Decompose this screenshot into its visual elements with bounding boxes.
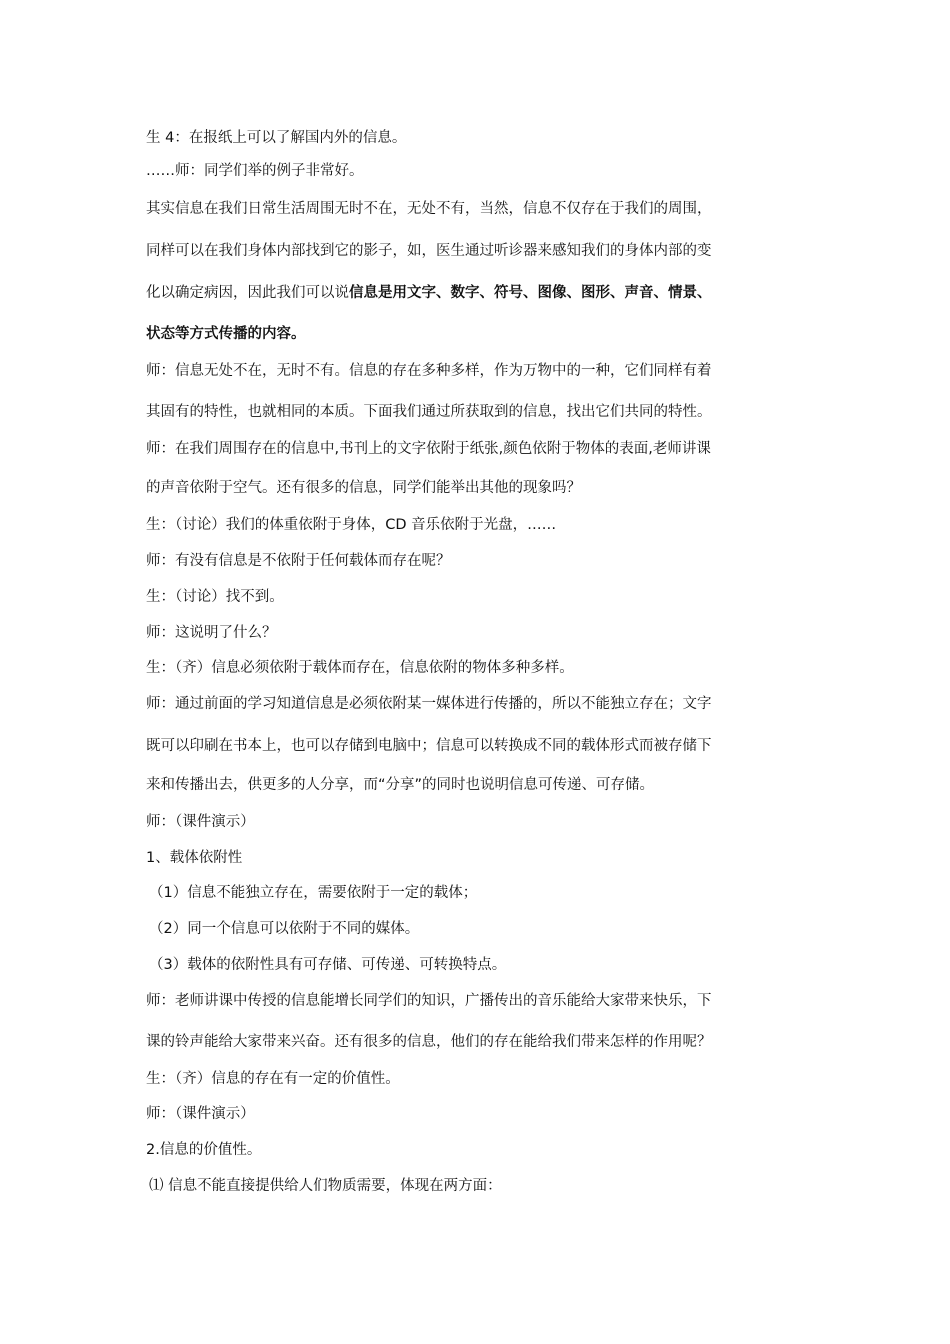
text-line: 师：信息无处不在，无时不有。信息的存在多种多样，作为万物中的一种，它们同样有着 [146,363,712,379]
list-item: （3）载体的依附性具有可存储、可传递、可转换特点。 [149,957,507,973]
text-line: 其实信息在我们日常生活周围无时不在，无处不有，当然，信息不仅存在于我们的周围， [146,201,712,217]
text-line: 生：（齐）信息的存在有一定的价值性。 [146,1071,400,1087]
text-line: 师：（课件演示） [146,814,255,830]
text-line: 课的铃声能给大家带来兴奋。还有很多的信息，他们的存在能给我们带来怎样的作用呢？ [146,1034,712,1050]
text-line: 其固有的特性，也就相同的本质。下面我们通过所获取到的信息，找出它们共同的特性。 [146,404,712,420]
list-item: ⑴ 信息不能直接提供给人们物质需要，体现在两方面： [149,1178,502,1194]
text-line: 生：（讨论）找不到。 [146,589,284,605]
text-line: 师：通过前面的学习知道信息是必须依附某一媒体进行传播的，所以不能独立存在；文字 [146,696,712,712]
text-line: 师：（课件演示） [146,1106,255,1122]
text-bold: 信息是用文字、数字、符号、图像、图形、声音、情景、 [349,285,712,301]
list-item: （1）信息不能独立存在，需要依附于一定的载体； [149,885,478,901]
text-line: 师：有没有信息是不依附于任何载体而存在呢？ [146,553,451,569]
text-normal: 化以确定病因，因此我们可以说 [146,285,349,301]
text-line: 的声音依附于空气。还有很多的信息，同学们能举出其他的现象吗？ [146,480,581,496]
text-line: 来和传播出去，供更多的人分享，而“分享”的同时也说明信息可传递、可存储。 [146,777,655,793]
text-line: 师：这说明了什么？ [146,625,277,641]
text-line: 师：在我们周围存在的信息中,书刊上的文字依附于纸张,颜色依附于物体的表面,老师讲课 [146,441,711,457]
text-line-bold: 状态等方式传播的内容。 [146,326,306,342]
text-line: 同样可以在我们身体内部找到它的影子，如，医生通过听诊器来感知我们的身体内部的变 [146,243,712,259]
text-line: 师：老师讲课中传授的信息能增长同学们的知识，广播传出的音乐能给大家带来快乐，下 [146,993,712,1009]
text-line [146,283,910,303]
text-line: 生：（讨论）我们的体重依附于身体，CD 音乐依附于光盘，…… [146,517,557,533]
list-item: （2）同一个信息可以依附于不同的媒体。 [149,921,420,937]
text-line: 生 4：在报纸上可以了解国内外的信息。 [146,130,407,146]
text-line: 生：（齐）信息必须依附于载体而存在，信息依附的物体多种多样。 [146,660,574,676]
text-line: 既可以印刷在书本上，也可以存储到电脑中；信息可以转换成不同的载体形式而被存储下 [146,738,712,754]
text-line: 2.信息的价值性。 [146,1142,262,1158]
text-line: ……师：同学们举的例子非常好。 [146,163,364,179]
text-line: 1、载体依附性 [146,850,243,866]
